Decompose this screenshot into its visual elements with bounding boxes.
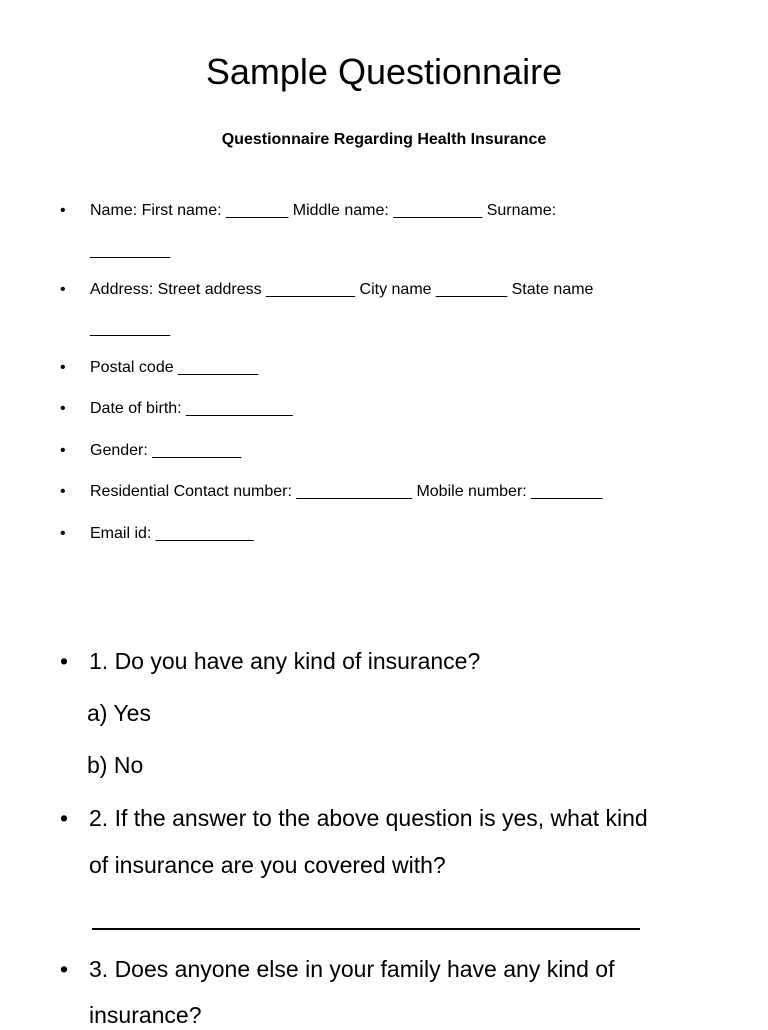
- bullet: •: [60, 359, 66, 376]
- question-2-text-line1: 2. If the answer to the above question is yes, what kind: [89, 805, 648, 831]
- field-name-label: Name: First name: _______ Middle name: __________ Surname:: [90, 202, 557, 219]
- bullet: •: [60, 525, 66, 542]
- bullet: •: [60, 202, 66, 219]
- field-date-of-birth-label: Date of birth: ____________: [90, 400, 293, 417]
- bullet: •: [60, 400, 66, 417]
- field-contact-number-label: Residential Contact number: _____________ Mobile number: ________: [90, 483, 603, 500]
- bullet: •: [60, 648, 69, 674]
- field-gender-label: Gender: __________: [90, 442, 242, 459]
- bullet: •: [60, 442, 66, 459]
- field-name-continuation: _________: [90, 242, 171, 259]
- page-subtitle: Questionnaire Regarding Health Insurance: [221, 131, 547, 148]
- question-2-text-line2: of insurance are you covered with?: [89, 852, 446, 878]
- question-1-option-a: a) Yes: [87, 700, 151, 726]
- page-title: Sample Questionnaire: [205, 51, 563, 92]
- question-3-text-line2: insurance?: [89, 1002, 202, 1028]
- question-1-text: 1. Do you have any kind of insurance?: [89, 648, 481, 674]
- bullet: •: [60, 483, 66, 500]
- question-2-answer-line: [92, 928, 640, 930]
- bullet: •: [60, 805, 69, 831]
- bullet: •: [60, 281, 66, 298]
- bullet: •: [60, 956, 69, 982]
- question-3-text-line1: 3. Does anyone else in your family have any kind of: [89, 956, 615, 982]
- field-postal-code-label: Postal code _________: [90, 359, 259, 376]
- field-email-label: Email id: ___________: [90, 525, 254, 542]
- field-address-label: Address: Street address __________ City name ________ State name: [90, 281, 594, 298]
- question-1-option-b: b) No: [87, 752, 144, 778]
- field-address-continuation: _________: [90, 320, 171, 337]
